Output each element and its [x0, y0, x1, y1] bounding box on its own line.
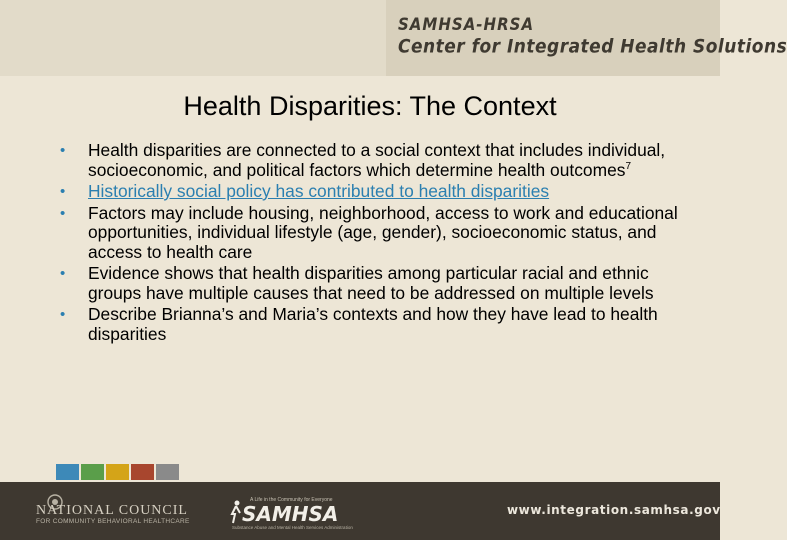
accent-block-blue: [56, 464, 79, 480]
brand-program-name: SAMHSA-HRSA: [398, 14, 535, 35]
bullet-icon: •: [60, 306, 66, 323]
national-council-subtitle: FOR COMMUNITY BEHAVIORAL HEALTHCARE: [36, 518, 190, 525]
footnote-marker: 7: [625, 160, 632, 172]
accent-block-gold: [106, 464, 129, 480]
accent-block-red: [131, 464, 154, 480]
bullet-list: [60, 141, 680, 346]
accent-block-green: [81, 464, 104, 480]
bullet-item: [60, 141, 680, 180]
brand-center-name: Center for Integrated Health Solutions: [398, 36, 787, 58]
bullet-link-text[interactable]: Historically social policy has contributed to health disparities: [88, 181, 550, 201]
website-url[interactable]: www.integration.samhsa.gov: [507, 503, 721, 517]
bullet-item: [60, 264, 680, 303]
bullet-item: [60, 204, 680, 263]
samhsa-tagline: A Life in the Community for Everyone: [250, 497, 333, 503]
bullet-text: Evidence shows that health disparities among particular racial and ethnic groups have multiple causes that need to be addressed on multiple levels: [88, 263, 654, 303]
bullet-icon: •: [60, 204, 66, 222]
samhsa-subtitle: Substance Abuse and Mental Health Services Administration: [232, 525, 353, 530]
bullet-icon: •: [60, 265, 66, 282]
slide-title: Health Disparities: The Context: [183, 91, 557, 121]
bullet-icon: •: [60, 183, 66, 200]
bullet-text: Describe Brianna’s and Maria’s contexts and how they have lead to health disparities: [88, 304, 658, 344]
bullet-item-link[interactable]: [60, 182, 680, 202]
bullet-item: [60, 305, 680, 344]
bullet-text: Health disparities are connected to a social context that includes individual, socioeconomic, and political factors which determine health outcomes: [88, 140, 666, 180]
bullet-text: Factors may include housing, neighborhood, access to work and educational opportunities, individual lifestyle (age, gender), socioeconomic status, and access to health care: [88, 202, 678, 262]
national-council-name: NATIONAL COUNCIL: [36, 503, 188, 518]
accent-block-gray: [156, 464, 179, 480]
bullet-icon: •: [60, 142, 66, 159]
samhsa-logo: SAMHSA: [242, 502, 339, 526]
samhsa-figure-icon: [229, 500, 243, 524]
